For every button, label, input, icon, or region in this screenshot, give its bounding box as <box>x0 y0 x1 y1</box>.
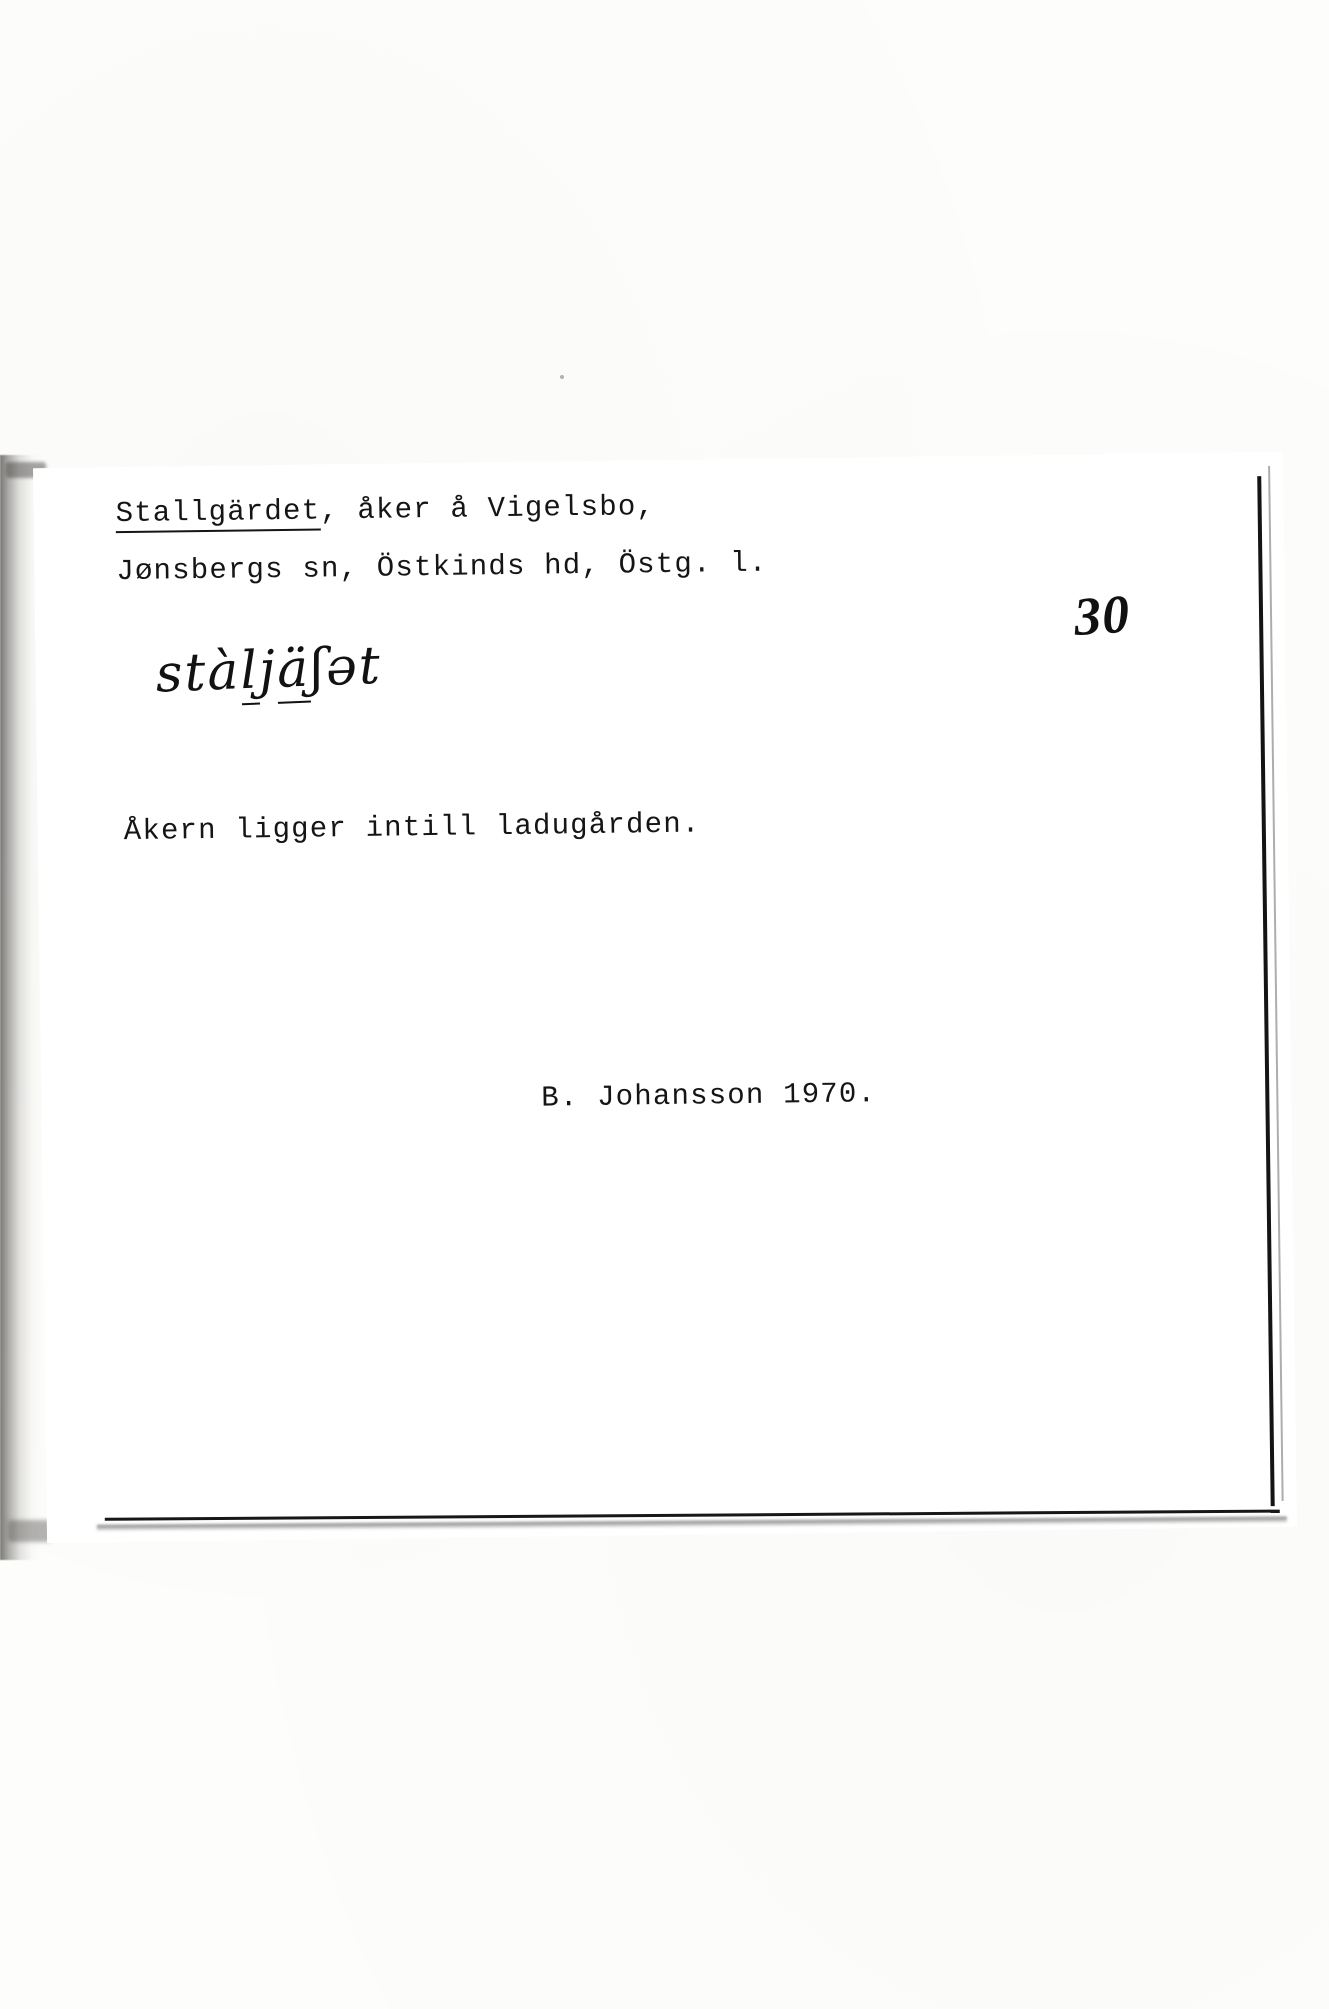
phonetic-part-2: l <box>239 641 260 706</box>
phonetic-part-4: ä <box>276 639 312 704</box>
index-card <box>33 452 1297 1543</box>
note-line: Åkern ligger intill ladugården. <box>123 807 701 849</box>
card-number: 30 <box>1072 583 1132 648</box>
phonetic-part-6: ət <box>324 635 383 698</box>
headword-suffix: , åker å Vigelsbo, <box>320 490 656 528</box>
scan-speck <box>560 375 564 379</box>
card-corner-cut <box>1249 460 1265 476</box>
headword-line <box>115 490 655 530</box>
phonetic-part-1: stà <box>154 641 242 705</box>
phonetic-part-5: ʃ <box>308 637 328 699</box>
parish-line: Jønsbergs sn, Östkinds hd, Östg. l. <box>116 546 768 589</box>
scan-edge-artifact-bottom <box>8 1520 52 1542</box>
phonetic-transcription <box>155 636 383 705</box>
signature-line: B. Johansson 1970. <box>541 1077 877 1115</box>
phonetic-part-3: j <box>257 639 279 701</box>
headword: Stallgärdet <box>115 494 320 533</box>
